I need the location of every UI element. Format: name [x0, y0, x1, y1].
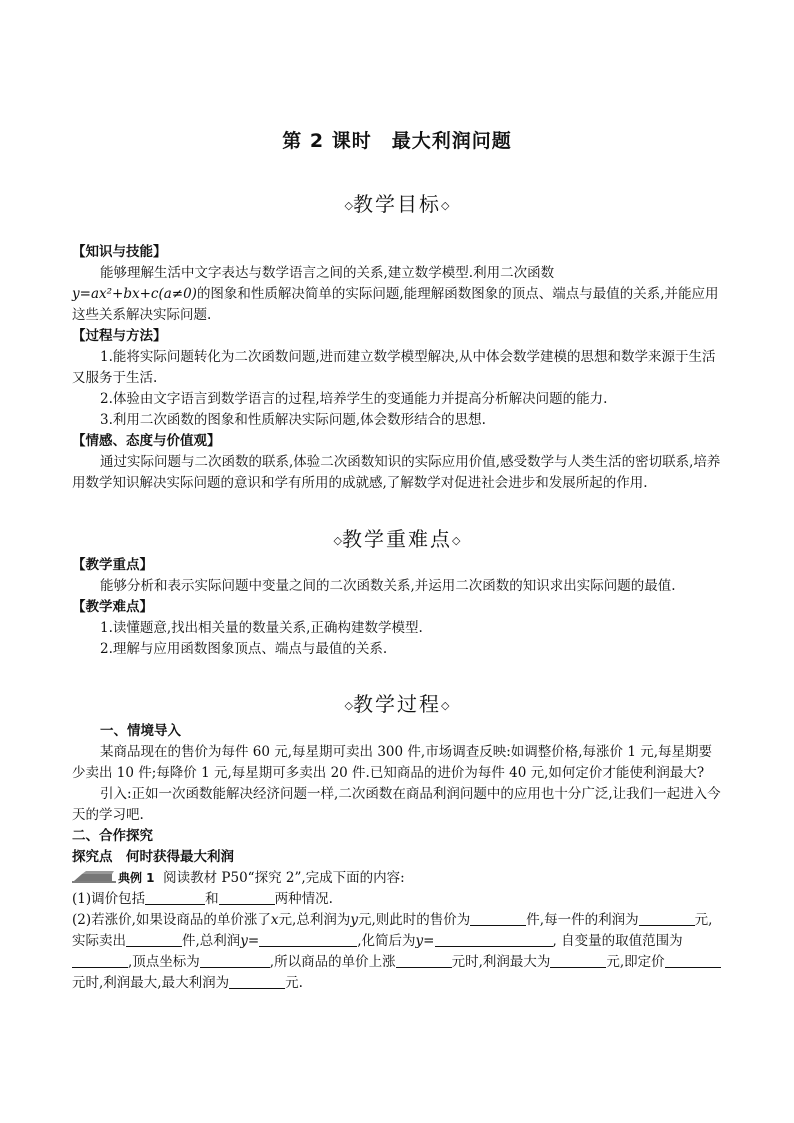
lead-text: 引入:正如一次函数能解决经济问题一样,二次函数在商品利润问题中的应用也十分广泛,让我们一起进入今天的学习吧. [72, 786, 721, 823]
process-heading: 【过程与方法】 [72, 328, 167, 344]
answer-blank[interactable] [145, 890, 205, 905]
attitude-heading: 【情感、态度与价值观】 [72, 433, 221, 449]
answer-blank[interactable] [470, 911, 526, 926]
section-title-objectives [72, 188, 722, 217]
diamond-icon: ◇ [452, 534, 461, 547]
example-text: 阅读教材 P50“探究 2”,完成下面的内容: [163, 870, 405, 886]
page-title: 第 2 课时 最大利润问题 [282, 130, 512, 152]
answer-blank[interactable] [639, 911, 695, 926]
knowledge-text-cont: y=ax²+bx+c(a≠0)的图象和性质解决简单的实际问题,能理解函数图象的顶点、端点与最值的关系,并能应用这些关系解决实际问题. [72, 286, 719, 323]
answer-blank[interactable] [665, 953, 721, 968]
section-label: 教学过程 [353, 692, 441, 716]
process-item: 3.利用二次函数的图象和性质解决实际问题,体会数形结合的思想. [100, 412, 486, 428]
explore-heading: 探究点 何时获得最大利润 [72, 849, 234, 865]
diamond-icon: ◇ [333, 534, 342, 547]
answer-blank[interactable] [229, 974, 285, 989]
answer-blank[interactable] [126, 932, 182, 947]
section-title-process [72, 688, 722, 717]
knowledge-heading: 【知识与技能】 [72, 244, 167, 260]
process-item: 1.能将实际问题转化为二次函数问题,进而建立数学模型解决,从中体会数学建模的思想和数学来源于生活又服务于生活. [72, 349, 716, 386]
section-title-keypoints [72, 523, 722, 552]
example-badge-icon [72, 871, 118, 883]
answer-blank[interactable] [396, 953, 452, 968]
knowledge-text: 能够理解生活中文字表达与数学语言之间的关系,建立数学模型.利用二次函数 [100, 265, 555, 281]
diamond-icon: ◇ [441, 199, 450, 212]
diamond-icon: ◇ [344, 199, 353, 212]
process-item: 2.体验由文字语言到数学语言的过程,培养学生的变通能力并提高分析解决问题的能力. [100, 391, 608, 407]
key-text: 能够分析和表示实际问题中变量之间的二次函数关系,并运用二次函数的知识求出实际问题的最值. [100, 578, 676, 594]
example-line [72, 868, 722, 889]
intro-heading: 一、情境导入 [100, 723, 181, 739]
cooperation-heading: 二、合作探究 [72, 828, 153, 844]
objectives-block [72, 242, 722, 494]
diamond-icon: ◇ [441, 699, 450, 712]
quadratic-formula: y=ax²+bx+c(a≠0) [72, 286, 197, 302]
intro-text: 某商品现在的售价为每件 60 元,每星期可卖出 300 件,市场调查反映:如调整价格,每涨价 1 元,每星期要少卖出 10 件;每降价 1 元,每星期可多卖出 20 件.已知商品的进价为每件 40 元,如何定价才能使利润最大? [72, 744, 712, 781]
question-2: (2)若涨价,如果设商品的单价涨了x元,总利润为y元,则此时的售价为 件,每一件的利润为 元,实际卖出 件,总利润y= ,化简后为y= , 自变量的取值范围为,顶点坐标为 ,所以商品的单价上涨 元时,利润最大为 元,即定价元时,利润最大,最大利润为 元. [72, 910, 722, 994]
diamond-icon: ◇ [344, 699, 353, 712]
answer-blank[interactable] [259, 932, 357, 947]
answer-blank[interactable] [72, 953, 128, 968]
answer-blank[interactable] [435, 932, 553, 947]
difficulty-item: 2.理解与应用函数图象顶点、端点与最值的关系. [100, 641, 388, 657]
keypoints-block [72, 555, 722, 660]
key-heading: 【教学重点】 [72, 557, 153, 573]
answer-blank[interactable] [219, 890, 275, 905]
answer-blank[interactable] [550, 953, 606, 968]
example-label: 典例 1 [118, 871, 155, 885]
attitude-text: 通过实际问题与二次函数的联系,体验二次函数知识的实际应用价值,感受数学与人类生活的密切联系,培养用数学知识解决实际问题的意识和学有所用的成就感,了解数学对促进社会进步和发展所起的作用. [72, 454, 721, 491]
section-label: 教学目标 [353, 192, 441, 216]
section-label: 教学重难点 [342, 527, 452, 551]
process-block [72, 721, 722, 994]
answer-blank[interactable] [200, 953, 270, 968]
difficulty-heading: 【教学难点】 [72, 599, 153, 615]
difficulty-item: 1.读懂题意,找出相关量的数量关系,正确构建数学模型. [100, 620, 423, 636]
question-1: (1)调价包括 和 两种情况. [72, 891, 333, 907]
